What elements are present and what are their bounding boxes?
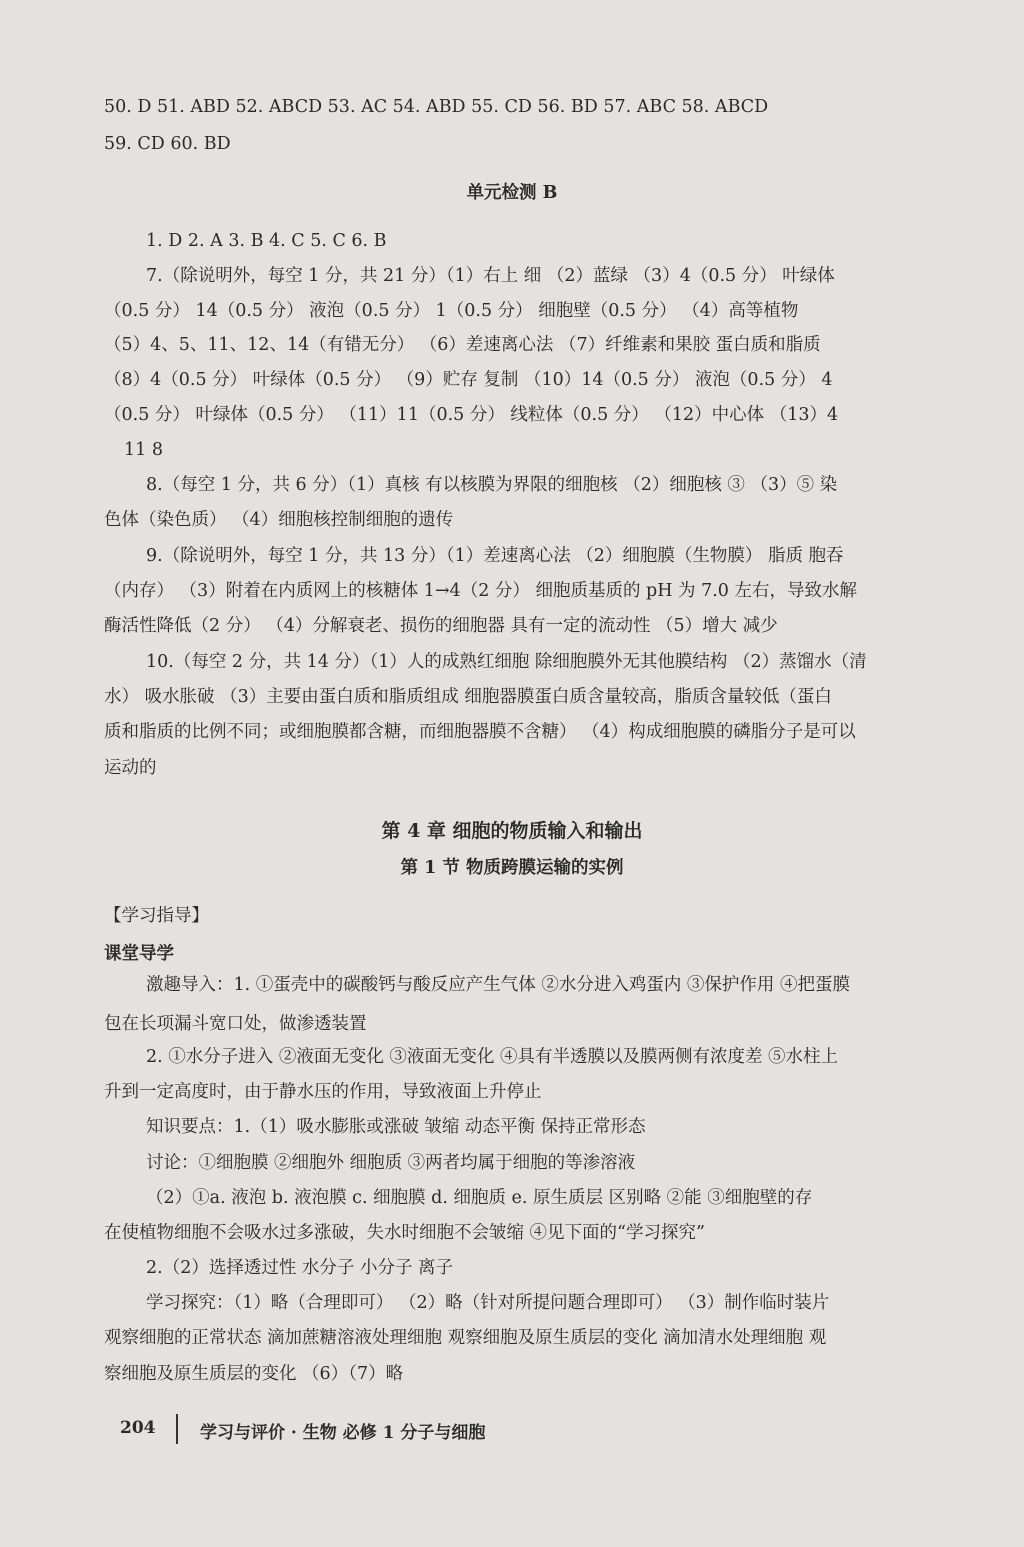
section-heading: 单元检测 B xyxy=(466,183,558,203)
page-number: 204 xyxy=(120,1418,156,1438)
answer-line: 1. D 2. A 3. B 4. C 5. C 6. B xyxy=(146,231,387,251)
answer-line: （8）4（0.5 分） 叶绿体（0.5 分） （9）贮存 复制 （10）14（0.5 分） 液泡（0.5 分） 4 xyxy=(104,370,833,390)
answer-line: 察细胞及原生质层的变化 （6）（7）略 xyxy=(104,1364,404,1384)
answer-line: 运动的 xyxy=(104,758,157,778)
answer-line: 酶活性降低（2 分） （4）分解衰老、损伤的细胞器 具有一定的流动性 （5）增大 减少 xyxy=(104,616,778,636)
answer-line: 学习探究：（1）略（合理即可） （2）略（针对所提问题合理即可） （3）制作临时装片 xyxy=(146,1293,830,1313)
subheading: 【学习指导】 xyxy=(104,906,209,926)
answer-line: 水） 吸水胀破 （3）主要由蛋白质和脂质组成 细胞器膜蛋白质含量较高，脂质含量较低（蛋白 xyxy=(104,687,832,707)
answer-line: 质和脂质的比例不同；或细胞膜都含糖，而细胞器膜不含糖） （4）构成细胞膜的磷脂分子是可以 xyxy=(104,722,856,742)
answer-line: 色体（染色质） （4）细胞核控制细胞的遗传 xyxy=(104,510,454,530)
chapter-title: 第 4 章 细胞的物质输入和输出 xyxy=(381,820,643,842)
answer-line: 10.（每空 2 分，共 14 分）（1）人的成熟红细胞 除细胞膜外无其他膜结构 （2）蒸馏水（清 xyxy=(146,652,867,672)
answer-line: （5）4、5、11、12、14（有错无分） （6）差速离心法 （7）纤维素和果胶 蛋白质和脂质 xyxy=(104,335,821,355)
answer-line: 2.（2）选择透过性 水分子 小分子 离子 xyxy=(146,1258,454,1278)
subheading: 课堂导学 xyxy=(104,944,174,964)
answer-line: 讨论：①细胞膜 ②细胞外 细胞质 ③两者均属于细胞的等渗溶液 xyxy=(146,1153,636,1173)
answer-line: （0.5 分） 叶绿体（0.5 分） （11）11（0.5 分） 线粒体（0.5 分） （12）中心体 （13）4 xyxy=(104,405,839,425)
answer-line: 2. ①水分子进入 ②液面无变化 ③液面无变化 ④具有半透膜以及膜两侧有浓度差 ⑤水柱上 xyxy=(146,1047,839,1067)
section-title: 第 1 节 物质跨膜运输的实例 xyxy=(400,858,624,878)
footer-divider xyxy=(176,1414,178,1444)
answer-line: 50. D 51. ABD 52. ABCD 53. AC 54. ABD 55. CD 56. BD 57. ABC 58. ABCD xyxy=(104,97,769,117)
answer-line: （0.5 分） 14（0.5 分） 液泡（0.5 分） 1（0.5 分） 细胞壁（0.5 分） （4）高等植物 xyxy=(104,301,799,321)
answer-line: 7.（除说明外，每空 1 分，共 21 分）（1）右上 细 （2）蓝绿 （3）4（0.5 分） 叶绿体 xyxy=(146,266,835,286)
answer-line: 包在长项漏斗宽口处，做渗透装置 xyxy=(104,1014,367,1034)
answer-line: 激趣导入：1. ①蛋壳中的碳酸钙与酸反应产生气体 ②水分进入鸡蛋内 ③保护作用 ④把蛋膜 xyxy=(146,975,850,995)
answer-line: （内存） （3）附着在内质网上的核糖体 1→4（2 分） 细胞质基质的 pH 为 7.0 左右，导致水解 xyxy=(104,581,857,601)
answer-line: 8.（每空 1 分，共 6 分）（1）真核 有以核膜为界限的细胞核 （2）细胞核 ③ （3）⑤ 染 xyxy=(146,475,838,495)
answer-line: 升到一定高度时，由于静水压的作用，导致液面上升停止 xyxy=(104,1082,542,1102)
answer-line: 观察细胞的正常状态 滴加蔗糖溶液处理细胞 观察细胞及原生质层的变化 滴加清水处理细胞 观 xyxy=(104,1328,827,1348)
answer-line: （2）①a. 液泡 b. 液泡膜 c. 细胞膜 d. 细胞质 e. 原生质层 区别略 ②能 ③细胞壁的存 xyxy=(146,1188,813,1208)
answer-line: 在使植物细胞不会吸水过多涨破，失水时细胞不会皱缩 ④见下面的“学习探究” xyxy=(104,1223,705,1243)
answer-line: 9.（除说明外，每空 1 分，共 13 分）（1）差速离心法 （2）细胞膜（生物膜） 脂质 胞吞 xyxy=(146,546,844,566)
answer-line: 11 8 xyxy=(124,440,163,460)
answer-line: 59. CD 60. BD xyxy=(104,134,231,154)
footer-book-title: 学习与评价 · 生物 必修 1 分子与细胞 xyxy=(200,1423,486,1443)
answer-line: 知识要点：1.（1）吸水膨胀或涨破 皱缩 动态平衡 保持正常形态 xyxy=(146,1117,646,1137)
